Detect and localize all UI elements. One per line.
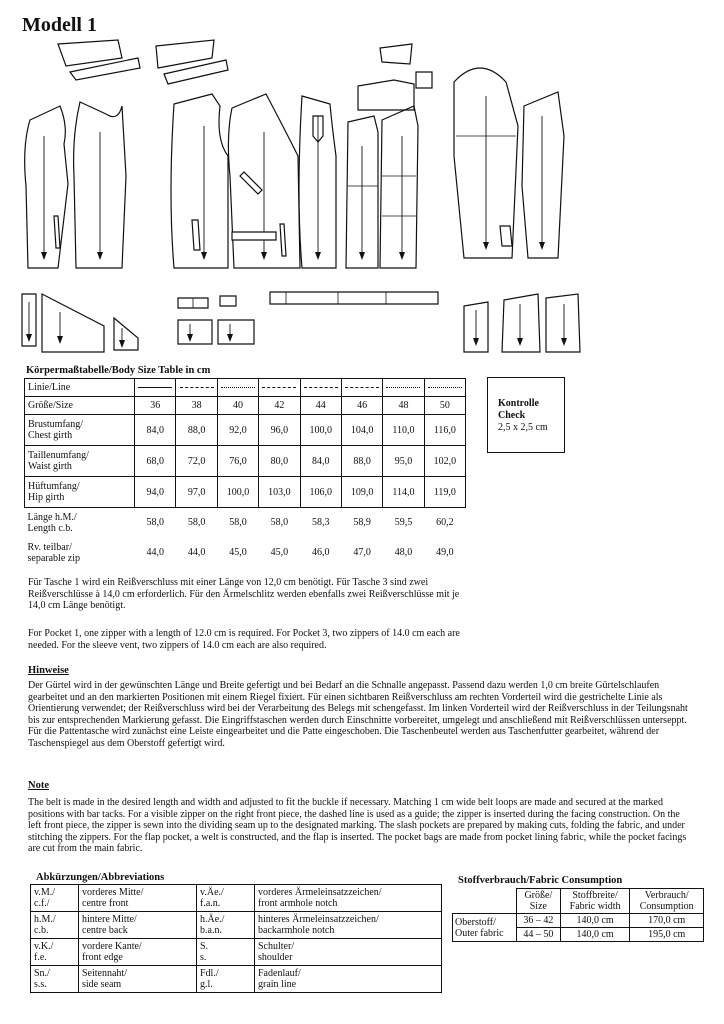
table-cell: 100,0 [217, 477, 258, 508]
table-row-sizes [25, 397, 466, 415]
table-cell: 92,0 [217, 415, 258, 446]
table-cell: 58,0 [229, 517, 247, 529]
size-cell: 40 [217, 397, 258, 415]
table-cell: 44,0 [187, 547, 206, 558]
table-cell: 58,9 [353, 517, 371, 529]
table-cell: 72,0 [176, 446, 217, 477]
table-cell: 96,0 [259, 415, 300, 446]
table-cell: 104,0 [341, 415, 382, 446]
table-cell: 102,0 [424, 446, 465, 477]
table-row [453, 914, 704, 928]
table-row: Sn./ s.s. Seitennaht/ side seam Fdl./ g.l. Fadenlauf/ grain line [31, 966, 442, 993]
table-cell: 140,0 cm [560, 914, 630, 928]
check-title-en: Check [498, 410, 526, 421]
table-cell: 47,0 [353, 547, 371, 558]
abbreviations-caption: Abkürzungen/Abbreviations [36, 872, 165, 883]
size-cell: 44 [300, 397, 341, 415]
line-label: Linie/Line [25, 379, 135, 397]
belt-piece [270, 292, 438, 304]
table-cell: 45,0 [270, 547, 289, 558]
table-cell: 94,0 [135, 477, 176, 508]
check-square [487, 377, 565, 453]
size-cell: 50 [424, 397, 465, 415]
table-cell: 46,0 [311, 547, 330, 558]
table-cell: 116,0 [424, 415, 465, 446]
fabric-consumption-caption: Stoffverbrauch/Fabric Consumption [458, 875, 623, 886]
line-style-fine-dotted [386, 387, 420, 388]
table-cell: 100,0 [300, 415, 341, 446]
table-cell: 76,0 [217, 446, 258, 477]
row-label: Taillenumfang/ Waist girth [25, 446, 135, 477]
pocket-bag-large-piece [42, 294, 104, 352]
collar-stand-right [164, 60, 228, 84]
table-cell: 59,5 [394, 517, 413, 529]
yoke-piece [380, 44, 412, 64]
size-cell: 48 [383, 397, 424, 415]
page-title: Modell 1 [22, 14, 97, 36]
line-style-dotted [221, 387, 255, 388]
pocket-square-piece [178, 320, 212, 344]
row-label: Rv. teilbar/ separable zip [27, 541, 80, 564]
table-cell: 103,0 [259, 477, 300, 508]
line-style-dashed [180, 387, 214, 388]
welt-piece [220, 296, 236, 306]
table-cell: 84,0 [135, 415, 176, 446]
table-cell: 109,0 [341, 477, 382, 508]
hinweise-heading: Hinweise [28, 665, 69, 676]
row-label: Brustumfang/ Chest girth [25, 415, 135, 446]
table-cell: 119,0 [424, 477, 465, 508]
table-cell: 80,0 [259, 446, 300, 477]
table-cell: 58,3 [311, 517, 330, 529]
line-style-dash-dot [262, 387, 296, 388]
abbreviations-table [30, 884, 442, 993]
row-label: Hüftumfang/ Hip girth [25, 477, 135, 508]
note-text: The belt is made in the desired length and width and adjusted to fit the buckle if necessary. Matching 1 cm wide belt loops are made and secured at the marked positions with bar tacks. For a visible zipper on the right front piece, the dashed line is used as a guide; the zipper is inserted during the facing construction. On the left front piece, the zipper is sewn into the dividing seam up to the designated marking. The slash pockets are prepared by making cuts, folding the fabric, and under stitching the zippers. For the flap pocket, a welt is constructed, and the flap is inserted. The pocket bags are made from pocket lining fabric, while the pocket facings are cut from the main fabric. [28, 797, 687, 854]
body-size-table [24, 378, 466, 568]
table-cell: 88,0 [176, 415, 217, 446]
table-row: h.M./ c.b. hintere Mitte/ centre back h.Äe./ b.a.n. hinteres Ärmeleinsatzzeichen/ backarmhole notch [31, 912, 442, 939]
table-cell: 88,0 [341, 446, 382, 477]
line-style-solid [138, 387, 172, 388]
facing-strip-piece [358, 80, 414, 110]
table-cell: 36 – 42 [517, 914, 561, 928]
check-size: 2,5 x 2,5 cm [498, 422, 548, 433]
table-cell: 48,0 [394, 547, 413, 558]
pocket-square-piece-2 [218, 320, 254, 344]
table-row: v.M./ c.f./ vorderes Mitte/ centre front v.Äe./ f.a.n. vorderes Ärmeleinsatzzeichen/ front armhole notch [31, 885, 442, 912]
table-row-hip [25, 477, 466, 508]
table-cell: 106,0 [300, 477, 341, 508]
table-cell: 58,0 [270, 517, 289, 529]
table-row-header [453, 889, 704, 914]
size-table-caption: Körpermaßtabelle/Body Size Table in cm [26, 365, 211, 376]
row-label: Länge h.M./ Length c.b. [27, 511, 77, 534]
table-cell: 110,0 [383, 415, 424, 446]
table-row-length [25, 508, 466, 538]
size-cell: 46 [341, 397, 382, 415]
collar-stand-left [70, 58, 140, 80]
hinweise-text: Der Gürtel wird in der gewünschten Länge und Breite gefertigt und bei Bedarf an die Schnalle angepasst. Passend dazu werden 1,0 cm breite Gürtelschlaufen gearbeitet und an den markierten Positionen mit einem Riegel fixiert. Für einen sichtbaren Reißverschluss am rechten Vorderteil wird die gestrichelte Linie als Orientierung verwendet; der Reißverschluss wird bei der Verarbeitung des Belegs mit schengefasst. Im linken Vorderteil wird der Reißverschluss in der Teilungsnaht bis zur entsprechenden Markierung gefasst. Die Eingriffstaschen werden durch Einschnitte vorbereitet, umgelegt und anschließend mit Reißverschlüssen unterseppt. Für die Pattentasche wird zunächst eine Leiste eingearbeitet und die Patte eingeschoben. Die Taschenbeutel werden aus Taschenfutter gearbeitet, während der Taschenspiegel aus dem Oberstoff gefertigt wird. [28, 680, 688, 749]
material-label: Oberstoff/ Outer fabric [453, 914, 517, 942]
collar-piece-left [58, 40, 122, 66]
table-cell: 195,0 cm [630, 928, 704, 942]
size-cell: 38 [176, 397, 217, 415]
sleeve-tab-piece [416, 72, 432, 88]
table-cell: 84,0 [300, 446, 341, 477]
zip-note-de: Für Tasche 1 wird ein Reißverschluss mit einer Länge von 12,0 cm benötigt. Für Tasche 3 sind zwei Reißverschlüsse à 14,0 cm erforderlich. Für den Ärmelschlitz werden ebenfalls zwei Reißverschlüsse mit je 14,0 cm Länge benötigt. [28, 577, 460, 611]
table-cell: 58,0 [146, 517, 164, 529]
line-style-dot-dash [428, 387, 462, 388]
table-row: v.K./ f.e. vordere Kante/ front edge S. s. Schulter/ shoulder [31, 939, 442, 966]
table-cell: 44 – 50 [517, 928, 561, 942]
pattern-pieces-diagram [18, 36, 708, 356]
column-header: Größe/ Size [517, 889, 561, 914]
table-row-zip [25, 538, 466, 568]
table-row-line-styles [25, 379, 466, 397]
size-cell: 42 [259, 397, 300, 415]
table-cell: 170,0 cm [630, 914, 704, 928]
note-heading: Note [28, 780, 49, 791]
column-header: Verbrauch/ Consumption [630, 889, 704, 914]
table-cell: 97,0 [176, 477, 217, 508]
back-piece [25, 106, 68, 268]
table-cell: 44,0 [146, 547, 164, 558]
size-label: Größe/Size [25, 397, 135, 415]
under-sleeve-piece [522, 92, 564, 258]
table-row-chest [25, 415, 466, 446]
column-header: Stoffbreite/ Fabric width [560, 889, 630, 914]
table-cell: 49,0 [436, 547, 454, 558]
front-facing-piece [299, 96, 336, 268]
table-cell: 140,0 cm [560, 928, 630, 942]
table-cell: 58,0 [187, 517, 206, 529]
line-style-dash-dot-dot [345, 387, 379, 388]
zip-note-en: For Pocket 1, one zipper with a length of 12.0 cm is required. For Pocket 3, two zippers of 14.0 cm each are needed. For the sleeve vent, two zippers of 14.0 cm each are also required. [28, 628, 460, 651]
table-cell: 68,0 [135, 446, 176, 477]
table-cell: 45,0 [229, 547, 247, 558]
line-style-long-dash [304, 387, 338, 388]
fabric-consumption-table [452, 888, 704, 942]
front-panel-piece [380, 106, 418, 268]
size-cell: 36 [135, 397, 176, 415]
collar-piece-right [156, 40, 214, 68]
table-row-waist [25, 446, 466, 477]
table-cell: 114,0 [383, 477, 424, 508]
table-cell: 60,2 [436, 517, 454, 529]
check-title-de: Kontrolle [498, 398, 539, 409]
table-cell: 95,0 [383, 446, 424, 477]
pocket-facing-piece [114, 318, 138, 350]
